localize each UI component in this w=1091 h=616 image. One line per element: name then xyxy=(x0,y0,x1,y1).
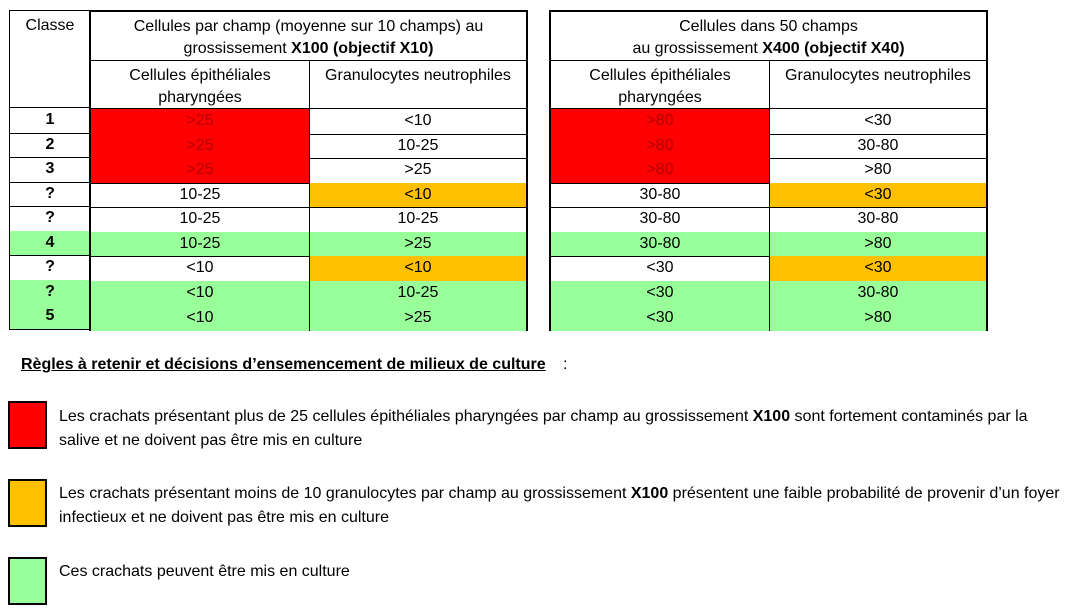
table-x400-header-line2: au grossissement X400 (objectif X40) xyxy=(632,40,905,57)
classe-cell: 3 xyxy=(9,157,91,183)
table_x100-cell: >25 xyxy=(91,158,310,184)
table_x400-cell: 30-80 xyxy=(551,232,770,258)
table-x400 xyxy=(549,10,988,331)
classe-cell: ? xyxy=(9,206,91,232)
classe-cell: ? xyxy=(9,280,91,306)
rules-colon: : xyxy=(563,356,568,373)
table_x400-cell: >80 xyxy=(551,158,770,184)
table_x100-cell: <10 xyxy=(310,109,526,135)
table_x100-cell: >25 xyxy=(91,134,310,160)
table_x100-cell: >25 xyxy=(310,305,526,331)
classe-cell: ? xyxy=(9,255,91,281)
table_x400-cell: 30-80 xyxy=(551,207,770,233)
rules-title: Règles à retenir et décisions d’ensemencement de milieux de culture xyxy=(21,356,546,373)
table_x400-cell: 30-80 xyxy=(551,183,770,209)
table_x400-cell: >80 xyxy=(770,158,986,184)
table_x100-cell: <10 xyxy=(310,183,526,209)
table_x400-cell: <30 xyxy=(770,183,986,209)
table-x100-col1-line2: pharyngées xyxy=(158,89,242,106)
table-x100-header-line2: grossissement X100 (objectif X10) xyxy=(183,40,434,57)
table_x400-cell: <30 xyxy=(770,109,986,135)
orange-rule-text: Les crachats présentant moins de 10 granulocytes par champ au grossissement X100 présentent une faible probabilité de provenir d’un foyer infectieux et ne doivent pas être mis en culture xyxy=(59,485,1060,526)
table_x100-cell: >25 xyxy=(310,158,526,184)
table-x400-col-granulocytes: Granulocytes neutrophiles xyxy=(770,61,986,109)
classe-cell: ? xyxy=(9,182,91,208)
table-x100 xyxy=(89,10,528,331)
classe-cell: 5 xyxy=(9,304,91,330)
table-x100-col1-line1: Cellules épithéliales xyxy=(129,67,271,84)
table_x400-cell: >80 xyxy=(770,305,986,331)
table-x100-header-line1: Cellules par champ (moyenne sur 10 champs) au xyxy=(133,18,484,35)
classe-cell: 1 xyxy=(9,108,91,134)
green-swatch xyxy=(8,557,47,605)
table-x100-header xyxy=(91,12,526,61)
table-x100-col-epithelial xyxy=(91,61,310,109)
table-x400-col1-line2: pharyngées xyxy=(618,89,702,106)
table-x400-col-epithelial xyxy=(551,61,770,109)
classe-header: Classe xyxy=(9,10,91,108)
table-x400-col1-line1: Cellules épithéliales xyxy=(589,67,731,84)
table_x100-cell: 10-25 xyxy=(91,232,310,258)
table_x100-cell: <10 xyxy=(91,256,310,282)
table_x400-cell: <30 xyxy=(770,256,986,282)
table_x400-cell: 30-80 xyxy=(770,207,986,233)
table_x400-cell: <30 xyxy=(551,281,770,307)
table_x400-cell: >80 xyxy=(770,232,986,258)
classe-cell: 4 xyxy=(9,231,91,257)
table_x100-cell: 10-25 xyxy=(310,134,526,160)
table_x400-cell: <30 xyxy=(551,305,770,331)
table_x100-cell: 10-25 xyxy=(310,207,526,233)
green-rule-text: Ces crachats peuvent être mis en culture xyxy=(59,563,350,580)
table_x100-cell: >25 xyxy=(310,232,526,258)
table-x100-col-granulocytes: Granulocytes neutrophiles xyxy=(310,61,526,109)
table_x100-cell: <10 xyxy=(91,281,310,307)
classe-cell: 2 xyxy=(9,133,91,159)
table-x400-header-line1: Cellules dans 50 champs xyxy=(679,18,858,35)
red-rule-text: Les crachats présentant plus de 25 cellules épithéliales pharyngées par champ au grossissement X100 sont fortement contaminés par la salive et ne doivent pas être mis en culture xyxy=(59,408,1028,449)
table-x400-header xyxy=(551,12,986,61)
table_x100-cell: >25 xyxy=(91,109,310,135)
table_x400-cell: <30 xyxy=(551,256,770,282)
table_x400-cell: >80 xyxy=(551,134,770,160)
orange-swatch xyxy=(8,479,47,527)
red-swatch xyxy=(8,401,47,449)
table_x100-cell: <10 xyxy=(310,256,526,282)
table_x100-cell: <10 xyxy=(91,305,310,331)
table_x100-cell: 10-25 xyxy=(91,207,310,233)
table_x400-cell: >80 xyxy=(551,109,770,135)
table_x100-cell: 10-25 xyxy=(310,281,526,307)
table_x100-cell: 10-25 xyxy=(91,183,310,209)
table_x400-cell: 30-80 xyxy=(770,134,986,160)
table_x400-cell: 30-80 xyxy=(770,281,986,307)
